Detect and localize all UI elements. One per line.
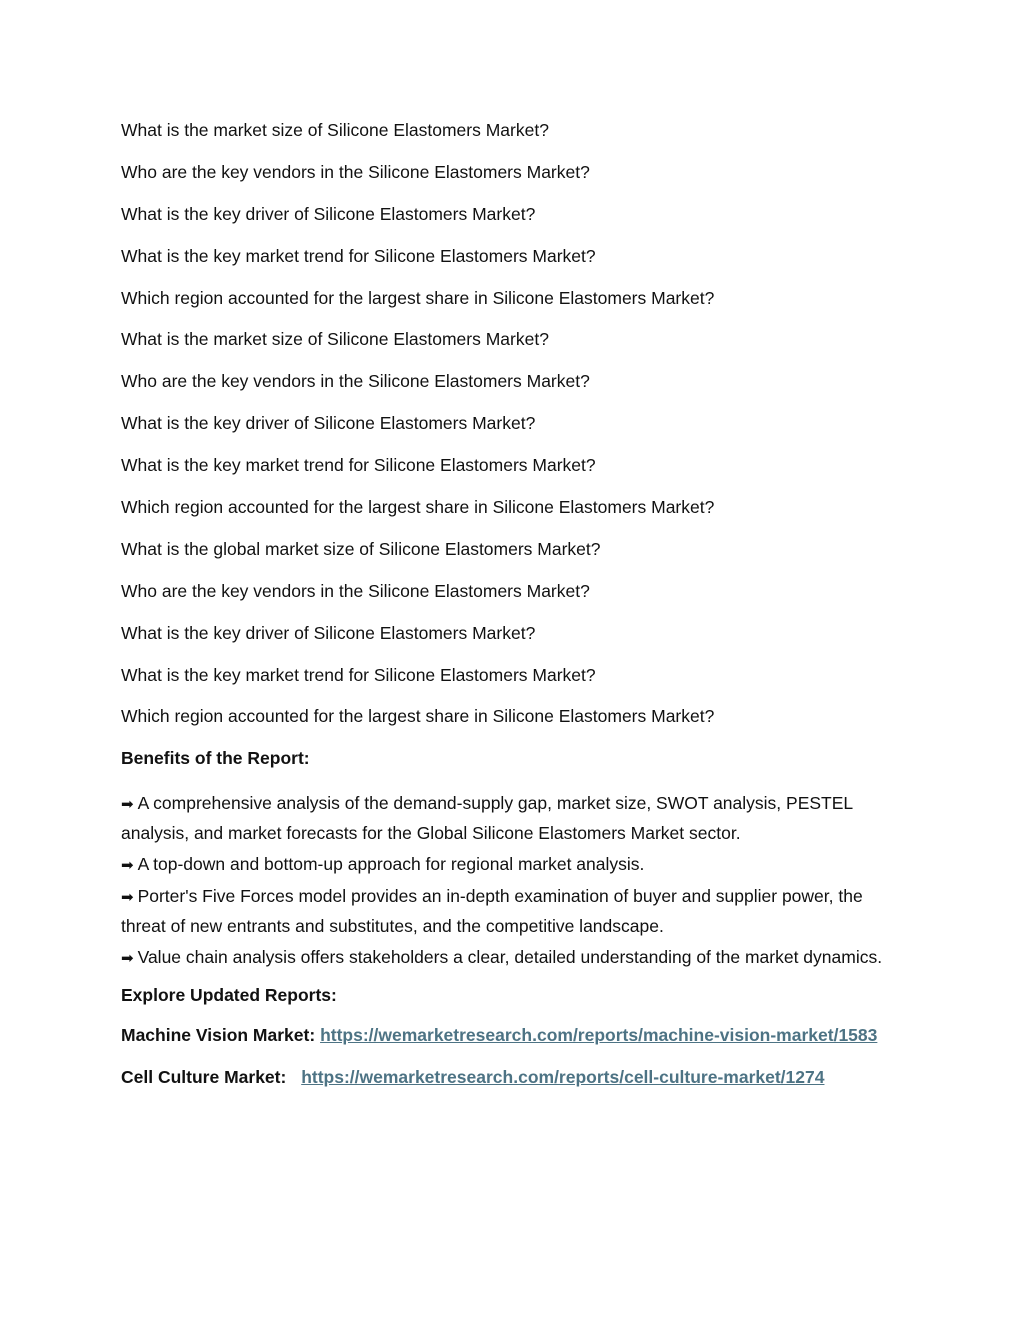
- faq-question: What is the global market size of Silicone Elastomers Market?: [121, 538, 601, 559]
- report-entry: [121, 1021, 896, 1049]
- benefit-text: A comprehensive analysis of the demand-supply gap, market size, SWOT analysis, PESTEL analysis, and market forecasts for the Global Silicone Elastomers Market sector.: [121, 793, 853, 844]
- report-label: Cell Culture Market:: [121, 1067, 287, 1088]
- arrow-right-icon: ➡: [121, 856, 134, 875]
- benefit-item: [121, 850, 896, 880]
- benefit-item: [121, 882, 896, 941]
- faq-question: Which region accounted for the largest share in Silicone Elastomers Market?: [121, 497, 715, 518]
- benefit-text: Porter's Five Forces model provides an in-depth examination of buyer and supplier power, the threat of new entrants and substitutes, and the competitive landscape.: [121, 886, 863, 937]
- faq-question: What is the key driver of Silicone Elastomers Market?: [121, 203, 536, 224]
- faq-question: Who are the key vendors in the Silicone Elastomers Market?: [121, 371, 590, 392]
- benefit-item: [121, 943, 896, 973]
- benefits-heading: Benefits of the Report:: [121, 748, 310, 769]
- arrow-right-icon: ➡: [121, 795, 134, 814]
- faq-question: Which region accounted for the largest share in Silicone Elastomers Market?: [121, 706, 715, 727]
- faq-question: What is the key driver of Silicone Elastomers Market?: [121, 622, 536, 643]
- document-page: [121, 118, 896, 1105]
- report-link[interactable]: https://wemarketresearch.com/reports/cell-culture-market/1274: [301, 1067, 825, 1088]
- arrow-right-icon: ➡: [121, 888, 134, 907]
- benefit-item: [121, 789, 896, 848]
- faq-question: What is the market size of Silicone Elastomers Market?: [121, 120, 549, 140]
- benefit-text: A top-down and bottom-up approach for regional market analysis.: [137, 854, 645, 875]
- report-label: Machine Vision Market:: [121, 1025, 316, 1046]
- report-link[interactable]: https://wemarketresearch.com/reports/machine-vision-market/1583: [320, 1025, 878, 1046]
- faq-question: Who are the key vendors in the Silicone Elastomers Market?: [121, 161, 590, 182]
- arrow-right-icon: ➡: [121, 949, 134, 968]
- faq-question: What is the key market trend for Silicone Elastomers Market?: [121, 664, 596, 685]
- faq-question: What is the key driver of Silicone Elastomers Market?: [121, 413, 536, 434]
- faq-question: Who are the key vendors in the Silicone Elastomers Market?: [121, 580, 590, 601]
- explore-heading: Explore Updated Reports:: [121, 985, 337, 1006]
- faq-question: Which region accounted for the largest share in Silicone Elastomers Market?: [121, 287, 715, 308]
- faq-question: What is the market size of Silicone Elastomers Market?: [121, 329, 549, 350]
- faq-question: What is the key market trend for Silicone Elastomers Market?: [121, 245, 596, 266]
- benefit-text: Value chain analysis offers stakeholders a clear, detailed understanding of the market dynamics.: [137, 947, 883, 968]
- faq-question: What is the key market trend for Silicone Elastomers Market?: [121, 455, 596, 476]
- report-entry: [121, 1063, 896, 1091]
